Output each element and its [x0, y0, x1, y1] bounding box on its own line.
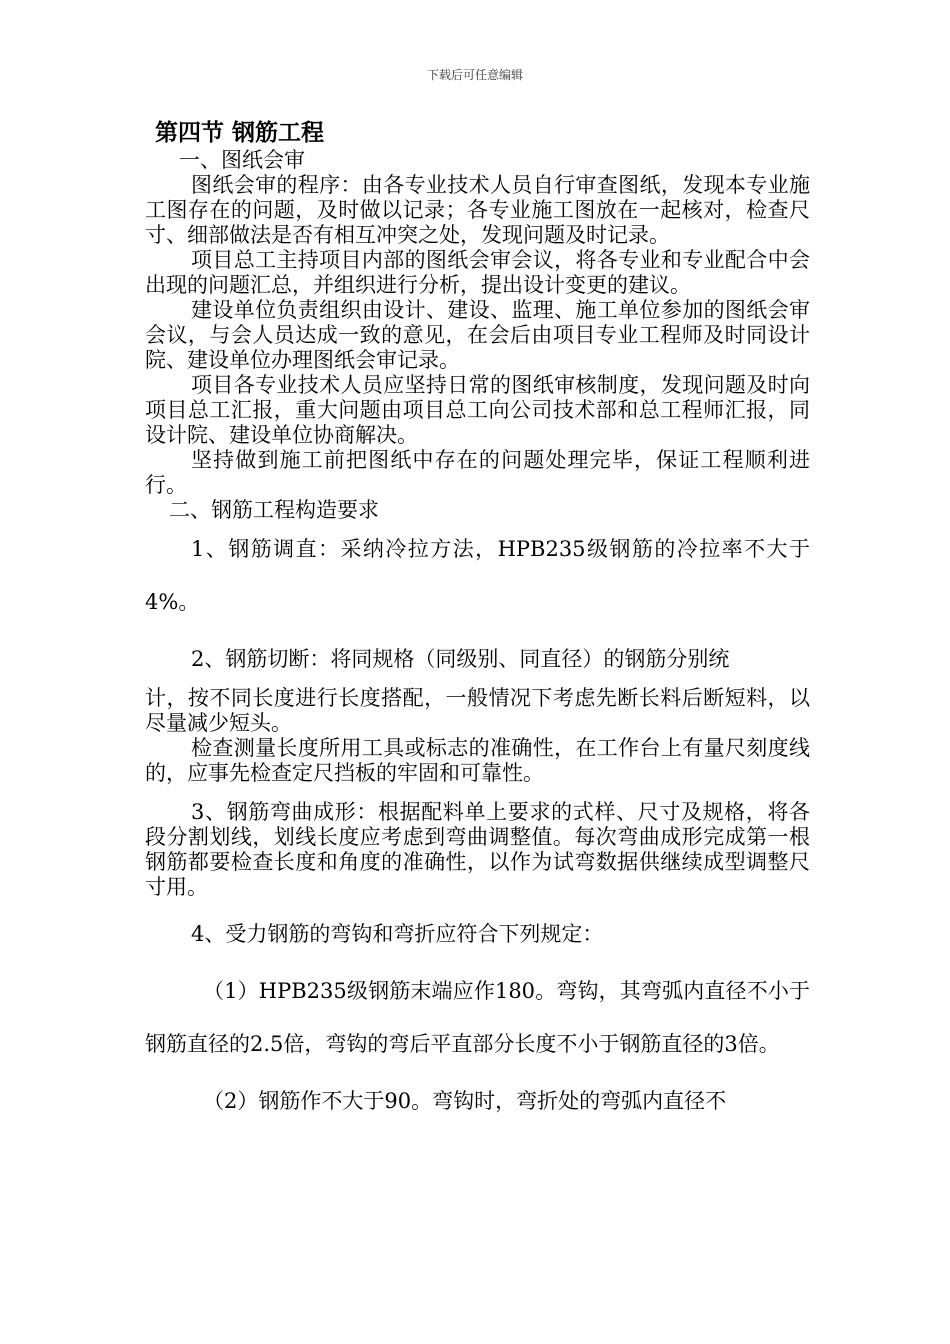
section-title: 第四节 钢筋工程 [155, 119, 325, 146]
item-rebar-bending: 3、钢筋弯曲成形：根据配料单上要求的式样、尺寸及规格，将各段分割划线，划线长度应考虑到弯曲调整值。每次弯曲成形完成第一根钢筋都要检查长度和角度的准确性，以作为试弯数据供继续成型调整尺寸用。 [145, 800, 810, 899]
subheading-rebar-requirements: 二、钢筋工程构造要求 [169, 498, 379, 522]
paragraph-owner-meeting: 建设单位负责组织由设计、建设、监理、施工单位参加的图纸会审会议，与会人员达成一致的意见，在会后由项目专业工程师及时同设计院、建设单位办理图纸会审记录。 [145, 298, 810, 372]
paragraph-chief-engineer: 项目总工主持项目内部的图纸会审会议，将各专业和专业配合中会出现的问题汇总，并组织进行分析，提出设计变更的建议。 [145, 248, 810, 297]
item-rebar-straightening: 1、钢筋调直：采纳冷拉方法，HPB235级钢筋的冷拉率不大于4%。 [145, 537, 810, 614]
paragraph-review-procedure: 图纸会审的程序：由各专业技术人员自行审查图纸，发现本专业施工图存在的问题，及时做以记录；各专业施工图放在一起核对，检查尺寸、细部做法是否有相互冲突之处，发现问题及时记录。 [145, 173, 810, 247]
page-header-note: 下载后可任意编辑 [426, 68, 523, 82]
item-hook-rules: 4、受力钢筋的弯钩和弯折应符合下列规定： [191, 922, 604, 946]
item-rebar-cutting-line2: 计，按不同长度进行长度搭配，一般情况下考虑先断长料后断短料，以尽量减少短头。 [145, 686, 810, 735]
item-rebar-cutting-line1: 2、钢筋切断：将同规格（同级别、同直径）的钢筋分别统 [191, 647, 730, 671]
item-hook-rule-1: （1）HPB235级钢筋末端应作180。弯钩，其弯弧内直径不小于钢筋直径的2.5倍，弯钩的弯后平直部分长度不小于钢筋直径的3倍。 [145, 979, 810, 1056]
paragraph-measuring-tools: 检查测量长度所用工具或标志的准确性，在工作台上有量尺刻度线的，应事先检查定尺挡板的牢固和可靠性。 [145, 736, 810, 785]
paragraph-daily-review: 项目各专业技术人员应坚持日常的图纸审核制度，发现问题及时向项目总工汇报，重大问题由项目总工向公司技术部和总工程师汇报，同设计院、建设单位协商解决。 [145, 373, 810, 447]
document-body [145, 118, 810, 1128]
subheading-drawing-review: 一、图纸会审 [179, 148, 305, 172]
paragraph-resolve-before-construction: 坚持做到施工前把图纸中存在的问题处理完毕，保证工程顺利进行。 [145, 448, 810, 497]
item-hook-rule-2: （2）钢筋作不大于90。弯钩时，弯折处的弯弧内直径不 [203, 1089, 727, 1113]
